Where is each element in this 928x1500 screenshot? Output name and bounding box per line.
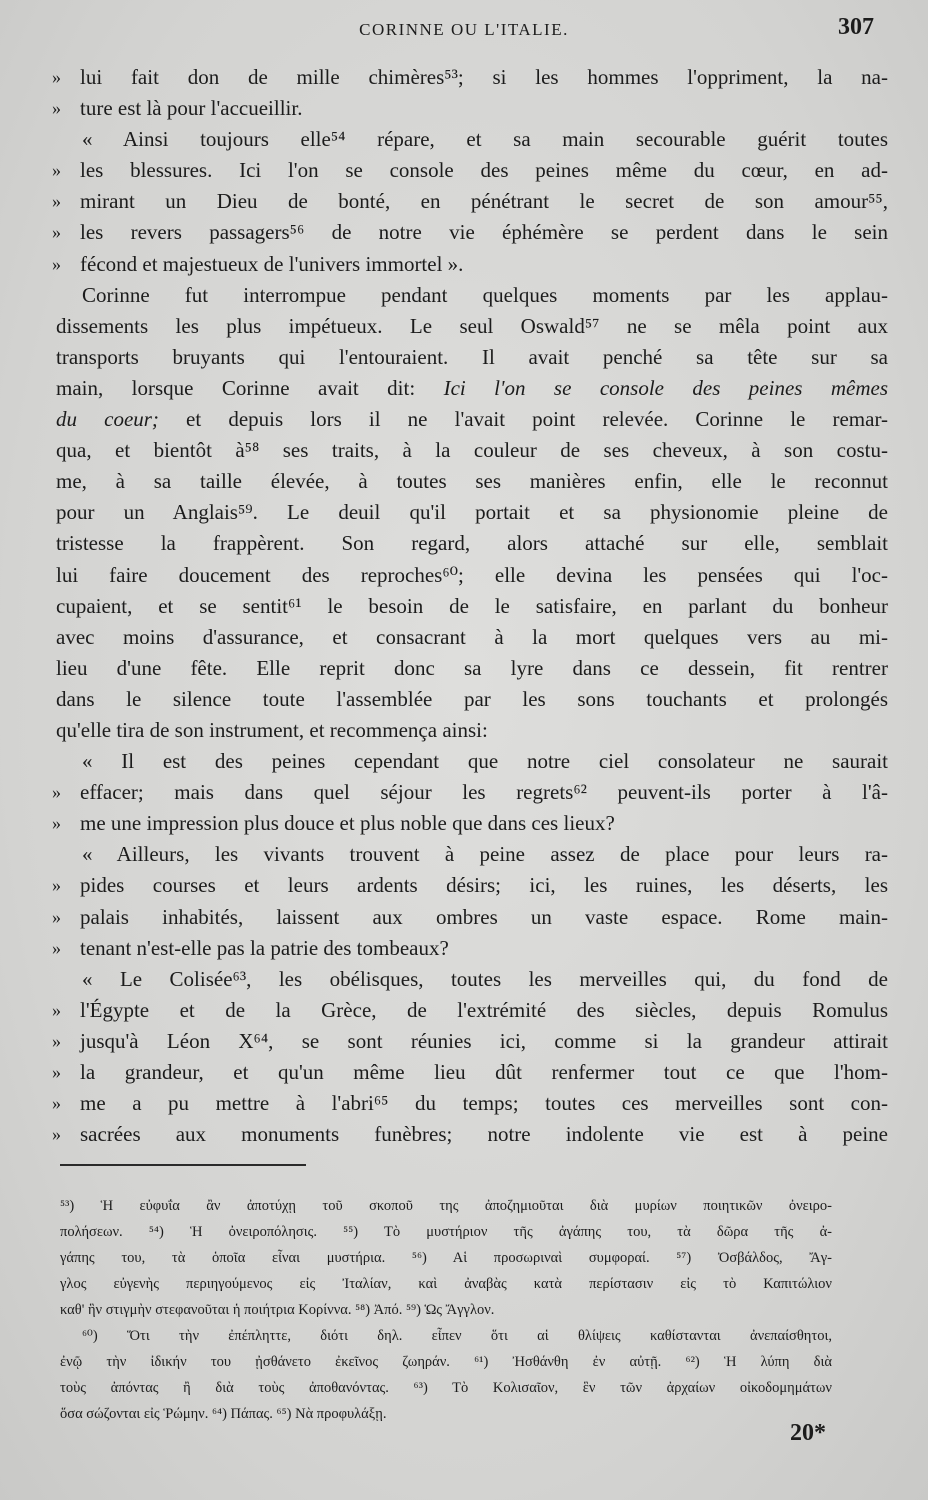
line-text: dissements les plus impétueux. Le seul Oswald⁵⁷ ne se mêla point aux bbox=[56, 313, 888, 338]
text-line bbox=[52, 1026, 888, 1057]
line-text: « Il est des peines cependant que notre ciel consolateur ne saurait bbox=[82, 749, 888, 774]
line-text: fécond et majestueux de l'univers immortel ». bbox=[80, 251, 464, 276]
text-line bbox=[52, 124, 888, 155]
line-text: lui faire doucement des reproches⁶⁰; elle devina les pensées qui l'oc- bbox=[56, 562, 888, 587]
footnotes bbox=[60, 1193, 832, 1427]
text-line bbox=[52, 342, 888, 373]
text-line bbox=[52, 808, 888, 839]
line-text: cupaient, et se sentit⁶¹ le besoin de le satisfaire, en parlant du bonheur bbox=[56, 593, 888, 618]
line-text: palais inhabités, laissent aux ombres un vaste espace. Rome main- bbox=[80, 904, 888, 929]
text-line bbox=[52, 249, 888, 280]
line-text: « Le Colisée⁶³, les obélisques, toutes les merveilles qui, du fond de bbox=[82, 966, 888, 991]
quote-mark: » bbox=[52, 160, 61, 181]
line-text: sacrées aux monuments funèbres; notre indolente vie est à peine bbox=[80, 1122, 888, 1147]
text-line bbox=[52, 311, 888, 342]
line-text: « Ainsi toujours elle⁵⁴ répare, et sa main secourable guérit toutes bbox=[82, 127, 888, 152]
footnote-line: πολήσεων. ⁵⁴) Ἡ ὀνειροπόλησις. ⁵⁵) Τὸ μυστήριον τῆς ἀγάπης του, τὰ δῶρα τῆς ἀ- bbox=[60, 1224, 832, 1240]
text-line bbox=[52, 715, 888, 746]
line-text: les blessures. Ici l'on se console des peines même du cœur, en ad- bbox=[80, 158, 888, 183]
text-line bbox=[52, 435, 888, 466]
text-line bbox=[52, 870, 888, 901]
footnote-line: καθ' ἣν στιγμὴν στεφανοῦται ἡ ποιήτρια Κορίννα. ⁵⁸) Ἀπό. ⁵⁹) Ὡς Ἄγγλον. bbox=[60, 1302, 495, 1318]
text-line bbox=[52, 497, 888, 528]
line-text: jusqu'à Léon X⁶⁴, se sont réunies ici, comme si la grandeur attirait bbox=[80, 1028, 888, 1053]
text-line bbox=[52, 1057, 888, 1088]
line-text: « Ailleurs, les vivants trouvent à peine assez de place pour leurs ra- bbox=[82, 842, 888, 867]
quote-mark: » bbox=[52, 782, 61, 803]
line-text: Corinne fut interrompue pendant quelques moments par les applau- bbox=[82, 282, 888, 307]
quote-mark: » bbox=[52, 98, 61, 119]
text-line bbox=[52, 528, 888, 559]
text-line bbox=[52, 746, 888, 777]
text-line bbox=[52, 186, 888, 217]
text-line bbox=[52, 560, 888, 591]
line-text: l'Égypte et de la Grèce, de l'extrémité des siècles, depuis Romulus bbox=[80, 997, 888, 1022]
footnote-line: ὅσα σώζονται εἰς Ῥώμην. ⁶⁴) Πάπας. ⁶⁵) Νὰ προφυλάξῃ. bbox=[60, 1406, 387, 1422]
text-line bbox=[52, 1119, 888, 1150]
line-text: effacer; mais dans quel séjour les regrets⁶² peuvent-ils porter à l'â- bbox=[80, 780, 888, 805]
page-number: 307 bbox=[838, 14, 874, 40]
text-line bbox=[52, 466, 888, 497]
line-text: ture est là pour l'accueillir. bbox=[80, 96, 303, 121]
line-text: avec moins d'assurance, et consacrant à la mort quelques vers au mi- bbox=[56, 624, 888, 649]
text-line bbox=[52, 777, 888, 808]
line-text: tristesse la frappèrent. Son regard, alors attaché sur elle, semblait bbox=[56, 531, 888, 556]
line-text: la grandeur, et qu'un même lieu dût renfermer tout ce que l'hom- bbox=[80, 1060, 888, 1084]
text-line bbox=[52, 155, 888, 186]
line-text: lui fait don de mille chimères⁵³; si les hommes l'oppriment, la na- bbox=[80, 65, 888, 89]
quote-mark: » bbox=[52, 253, 61, 274]
line-text: pides courses et leurs ardents désirs; ici, les ruines, les déserts, les bbox=[80, 873, 888, 898]
line-text: tenant n'est-elle pas la patrie des tombeaux? bbox=[80, 935, 449, 960]
main-text bbox=[52, 62, 888, 1150]
line-text: dans le silence toute l'assemblée par les sons touchants et prolongés bbox=[56, 686, 888, 711]
line-text: main, lorsque Corinne avait dit: bbox=[56, 375, 444, 400]
text-line bbox=[52, 933, 888, 964]
line-text: mirant un Dieu de bonté, en pénétrant le secret de son amour⁵⁵, bbox=[80, 189, 888, 214]
line-text: et depuis lors il ne l'avait point relevée. Corinne le remar- bbox=[158, 407, 889, 432]
text-line bbox=[52, 839, 888, 870]
text-line bbox=[52, 902, 888, 933]
footnote-separator bbox=[60, 1164, 306, 1166]
line-text: les revers passagers⁵⁶ de notre vie éphémère se perdent dans le sein bbox=[80, 220, 888, 245]
footnote-line: γάπης του, τὰ ὁποῖα εἶναι μυστήρια. ⁵⁶) Αἱ προσωριναὶ συμφοραί. ⁵⁷) Ὀσβάλδος, Ἄγ- bbox=[60, 1250, 832, 1266]
text-line bbox=[52, 62, 888, 93]
footnote-line: ⁵³) Ἡ εὐφυΐα ἂν ἀποτύχῃ τοῦ σκοποῦ της ἀποζημιοῦται διὰ μυρίων ποιητικῶν ὀνειρο- bbox=[60, 1198, 832, 1214]
footnote-line: τοὺς ἀπόντας ἢ διὰ τοὺς ἀποθανόντας. ⁶³) Τὸ Κολισαῖον, ἓν τῶν ἀρχαίων οἰκοδομημάτων bbox=[60, 1380, 832, 1396]
quote-mark: » bbox=[52, 937, 61, 958]
quote-mark: » bbox=[52, 222, 61, 243]
text-line bbox=[52, 964, 888, 995]
text-line bbox=[52, 280, 888, 311]
line-text: me une impression plus douce et plus noble que dans ces lieux? bbox=[80, 811, 615, 836]
quote-mark: » bbox=[52, 1030, 61, 1051]
text-line bbox=[52, 591, 888, 622]
text-line bbox=[52, 404, 888, 435]
line-text: me a pu mettre à l'abri⁶⁵ du temps; toutes ces merveilles sont con- bbox=[80, 1091, 888, 1116]
line-text: transports bruyants qui l'entouraient. Il avait penché sa tête sur sa bbox=[56, 344, 888, 369]
quote-mark: » bbox=[52, 1062, 61, 1082]
running-title: CORINNE OU L'ITALIE. bbox=[359, 20, 569, 39]
quote-mark: » bbox=[52, 906, 61, 927]
text-line bbox=[52, 684, 888, 715]
text-line bbox=[52, 373, 888, 404]
text-line bbox=[52, 1088, 888, 1119]
quote-mark: » bbox=[52, 999, 61, 1020]
footnote-line: ⁶⁰) Ὅτι τὴν ἐπέπληττε, διότι δηλ. εἶπεν ὅτι αἱ θλίψεις καθίστανται ἀνεπαίσθητοι, bbox=[82, 1328, 832, 1344]
text-line bbox=[52, 653, 888, 684]
quote-mark: » bbox=[52, 67, 61, 87]
quote-mark: » bbox=[52, 813, 61, 834]
line-text: me, à sa taille élevée, à toutes ses manières enfin, elle le reconnut bbox=[56, 469, 888, 494]
quote-mark: » bbox=[52, 191, 61, 212]
text-line bbox=[52, 995, 888, 1026]
text-line bbox=[52, 622, 888, 653]
quote-mark: » bbox=[52, 1093, 61, 1114]
line-text: lieu d'une fête. Elle reprit donc sa lyre dans ce dessein, fit rentrer bbox=[56, 655, 888, 680]
text-line bbox=[52, 93, 888, 124]
italic-text: Ici l'on se console des peines mêmes bbox=[443, 375, 889, 400]
quote-mark: » bbox=[52, 1124, 61, 1145]
line-text: pour un Anglais⁵⁹. Le deuil qu'il portait et sa physionomie pleine de bbox=[56, 500, 888, 525]
line-text: qua, et bientôt à⁵⁸ ses traits, à la couleur de ses cheveux, à son costu- bbox=[56, 438, 888, 463]
footnote-line: ἐνῷ τὴν ἰδικήν του ᾐσθάνετο ἐκεῖνος ζωηράν. ⁶¹) Ἠσθάνθη ἐν αὐτῇ. ⁶²) Ἡ λύπη διὰ bbox=[60, 1354, 832, 1370]
line-text: qu'elle tira de son instrument, et recommença ainsi: bbox=[56, 717, 488, 742]
text-line bbox=[52, 217, 888, 248]
quote-mark: » bbox=[52, 875, 61, 896]
italic-text: du coeur; bbox=[56, 407, 159, 432]
signature-mark: 20* bbox=[790, 1420, 826, 1446]
footnote-line: γλος εὐγενὴς περιηγούμενος εἰς Ἰταλίαν, καὶ ἀναβὰς κατὰ περίστασιν εἰς τὸ Καπιτώλιον bbox=[60, 1276, 832, 1292]
